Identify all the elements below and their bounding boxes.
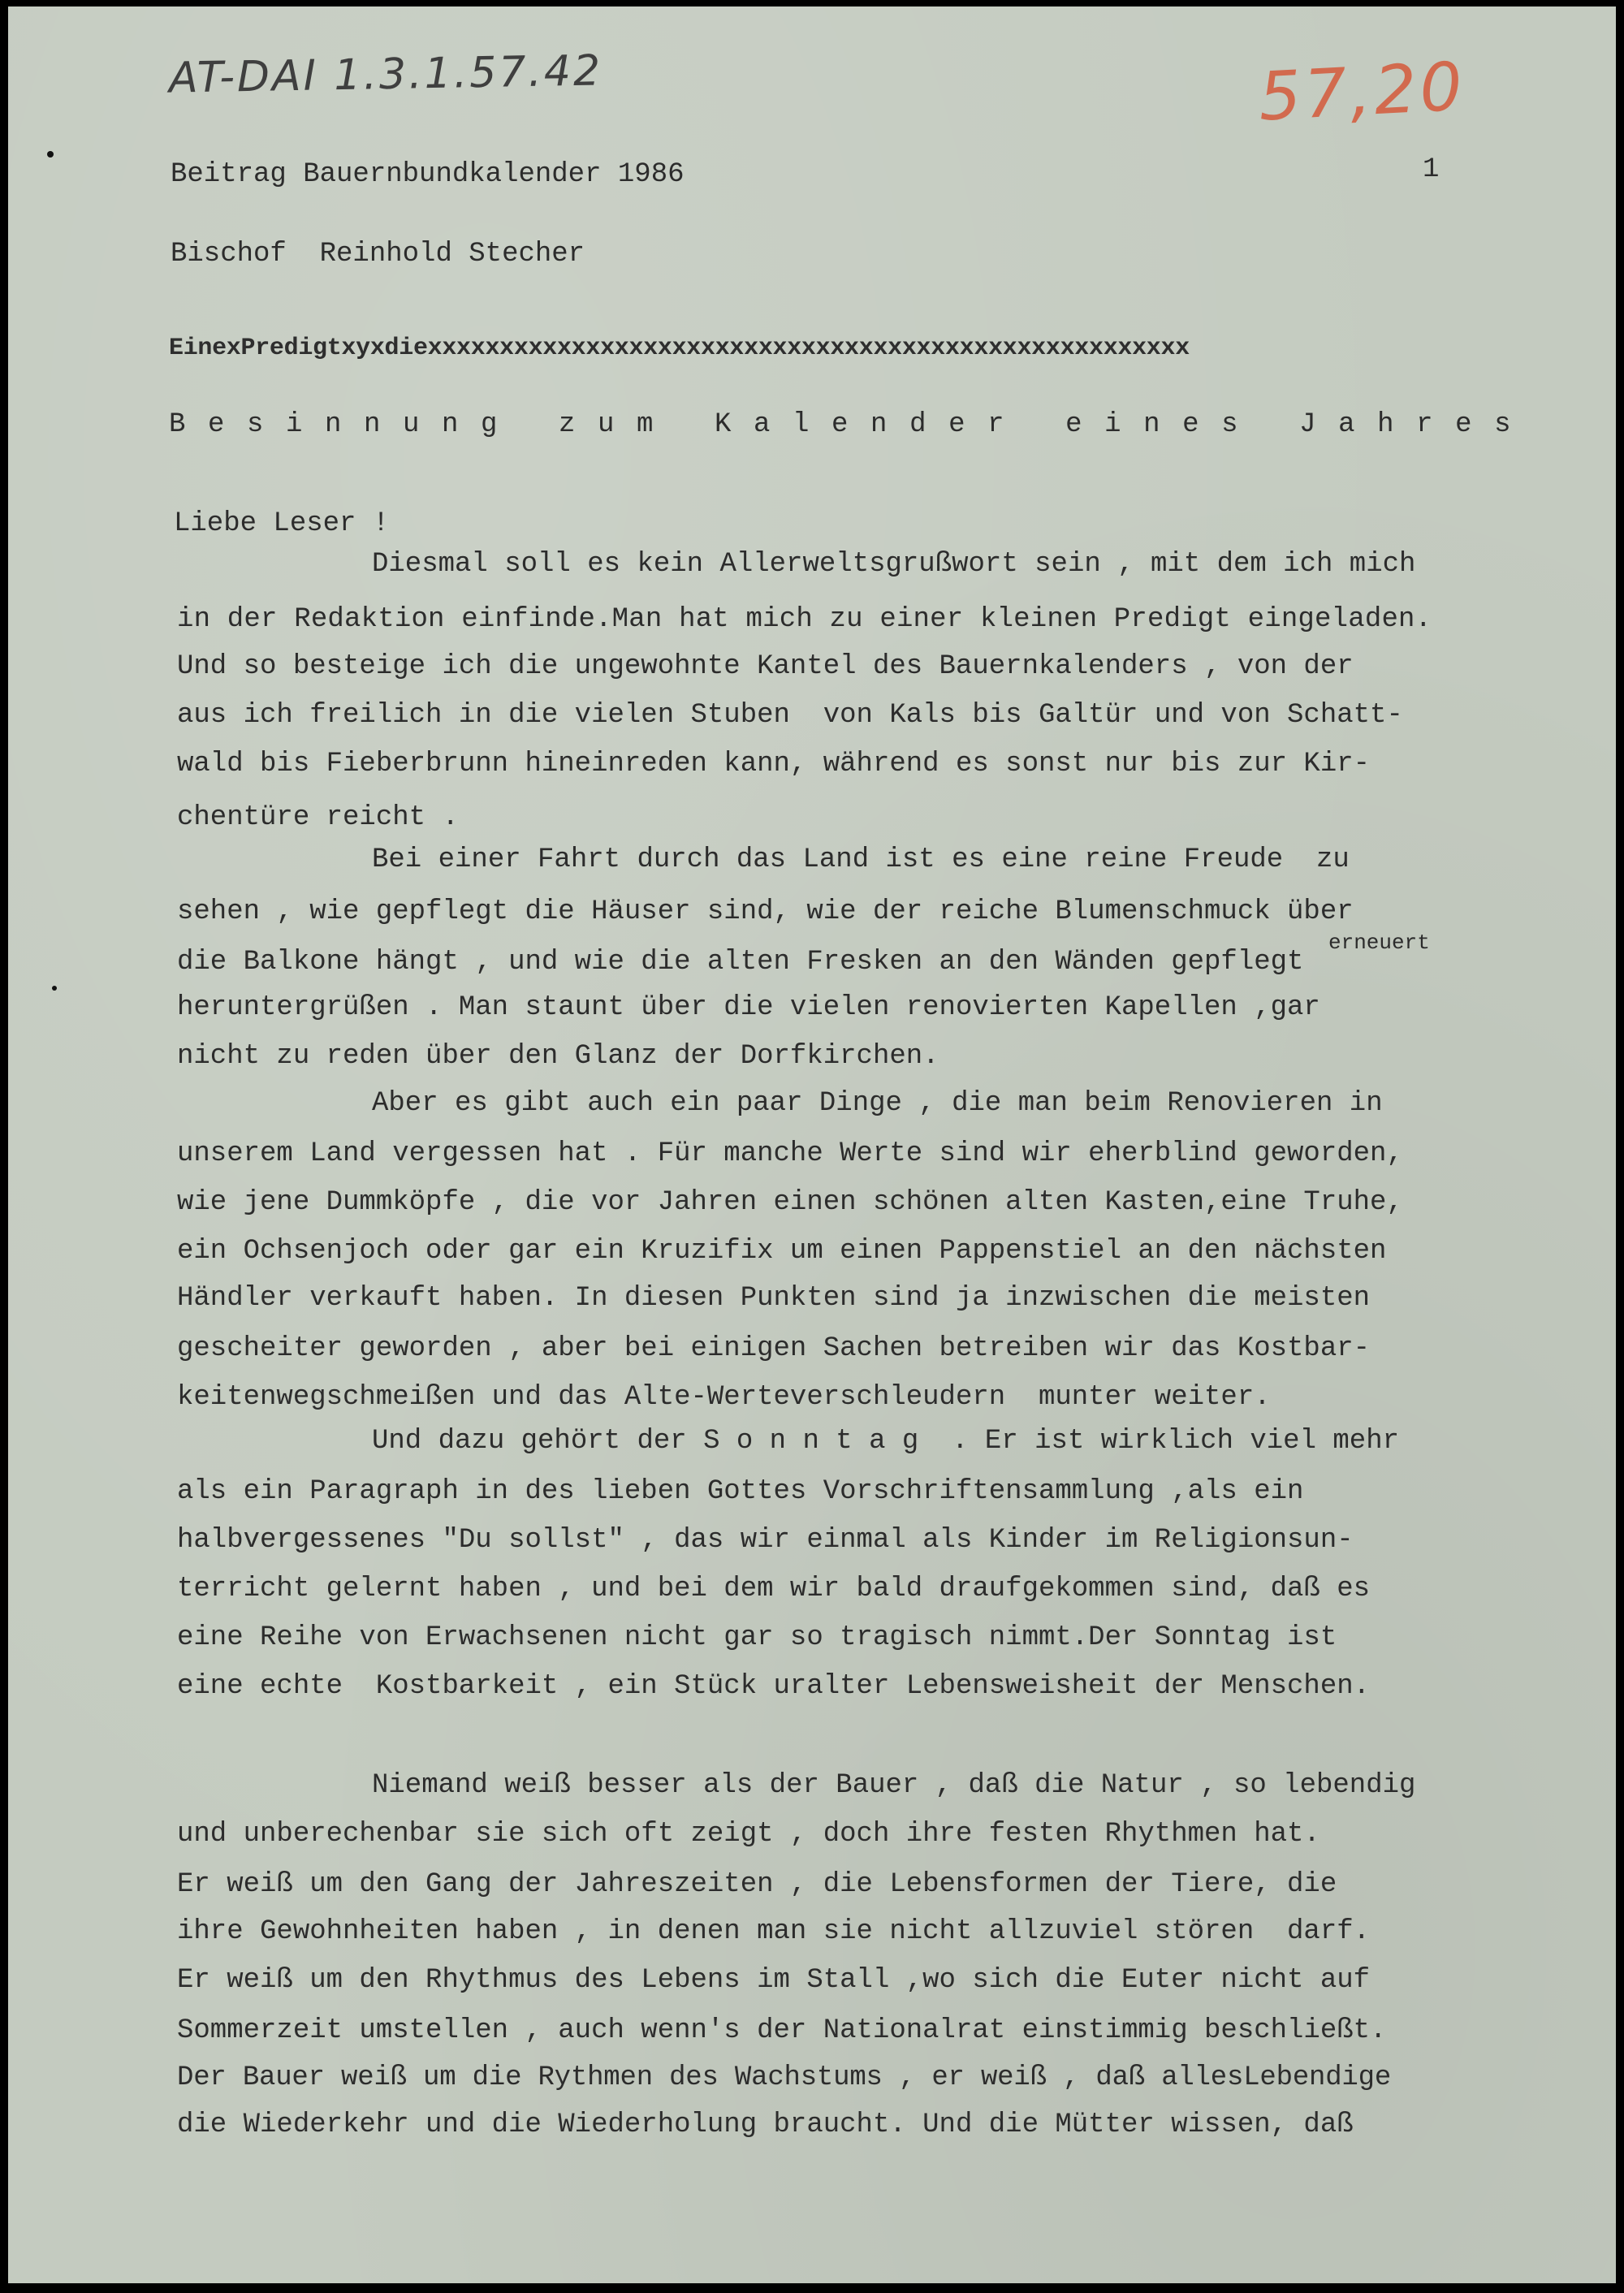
text-line: und unberechenbar sie sich oft zeigt , doch ihre festen Rhythmen hat. [177, 1819, 1320, 1850]
text-line: ein Ochsenjoch oder gar ein Kruzifix um einen Pappenstiel an den nächsten [177, 1236, 1387, 1267]
struck-out-line: EinexPredigtxyxdiexxxxxxxxxxxxxxxxxxxxxxxxxxxxxxxxxxxxxxxxxxxxxxxxxxxxx [169, 335, 1190, 362]
text-line: wie jene Dummköpfe , die vor Jahren einen schönen alten Kasten,eine Truhe, [177, 1187, 1403, 1218]
text-line: eine echte Kostbarkeit , ein Stück uralter Lebensweisheit der Menschen. [177, 1671, 1371, 1702]
text-line: Händler verkauft haben. In diesen Punkten sind ja inzwischen die meisten [177, 1283, 1371, 1314]
text-line: die Balkone hängt , und wie die alten Fresken an den Wänden gepflegt [177, 947, 1304, 978]
text-line: die Wiederkehr und die Wiederholung braucht. Und die Mütter wissen, daß [177, 2109, 1354, 2140]
text-line: Und so besteige ich die ungewohnte Kantel des Bauernkalenders , von der [177, 651, 1354, 682]
text-line: Er weiß um den Gang der Jahreszeiten , die Lebensformen der Tiere, die [177, 1869, 1337, 1900]
text-line: Diesmal soll es kein Allerweltsgrußwort sein , mit dem ich mich [372, 549, 1416, 580]
text-line: sehen , wie gepflegt die Häuser sind, wie der reiche Blumenschmuck über [177, 896, 1354, 927]
header-title: Beitrag Bauernbundkalender 1986 [171, 159, 685, 190]
text-line: Bei einer Fahrt durch das Land ist es eine reine Freude zu [372, 844, 1350, 875]
document-title: Besinnung zum Kalender eines Jahres [169, 409, 1534, 440]
text-line: Er weiß um den Rhythmus des Lebens im Stall ,wo sich die Euter nicht auf [177, 1965, 1371, 1996]
scan-border-top [0, 0, 1624, 6]
punch-mark-top [47, 151, 54, 158]
text-line: Der Bauer weiß um die Rythmen des Wachstums , er weiß , daß allesLebendige [177, 2062, 1392, 2093]
text-line: wald bis Fieberbrunn hineinreden kann, während es sonst nur bis zur Kir- [177, 749, 1371, 779]
text-line: Niemand weiß besser als der Bauer , daß die Natur , so lebendig [372, 1770, 1416, 1801]
text-line: als ein Paragraph in des lieben Gottes Vorschriftensammlung ,als ein [177, 1476, 1304, 1507]
text-line: Sommerzeit umstellen , auch wenn's der Nationalrat einstimmig beschließt. [177, 2015, 1387, 2046]
text-line: chentüre reicht . [177, 802, 459, 833]
text-line: halbvergessenes "Du sollst" , das wir einmal als Kinder im Religionsun- [177, 1525, 1354, 1556]
handwritten-number: 57,20 [1256, 48, 1468, 136]
author-line: Bischof Reinhold Stecher [171, 239, 585, 270]
handwritten-insertion: erneuert [1328, 931, 1430, 955]
text-line: heruntergrüßen . Man staunt über die vielen renovierten Kapellen ,gar [177, 992, 1320, 1023]
text-line: Aber es gibt auch ein paar Dinge , die man beim Renovieren in [372, 1088, 1383, 1119]
text-line: keitenwegschmeißen und das Alte-Werteverschleudern munter weiter. [177, 1382, 1271, 1413]
text-line: terricht gelernt haben , und bei dem wir bald draufgekommen sind, daß es [177, 1574, 1371, 1604]
text-line: eine Reihe von Erwachsenen nicht gar so tragisch nimmt.Der Sonntag ist [177, 1622, 1337, 1653]
text-line: ihre Gewohnheiten haben , in denen man sie nicht allzuviel stören darf. [177, 1916, 1371, 1947]
text-line: in der Redaktion einfinde.Man hat mich zu einer kleinen Predigt eingeladen. [177, 604, 1432, 635]
text-line: aus ich freilich in die vielen Stuben von Kals bis Galtür und von Schatt- [177, 700, 1403, 731]
text-line: nicht zu reden über den Glanz der Dorfkirchen. [177, 1041, 939, 1072]
punch-mark-bottom [52, 986, 57, 991]
scan-border-left [0, 0, 8, 2293]
text-line: Und dazu gehört der S o n n t a g . Er ist wirklich viel mehr [372, 1426, 1400, 1457]
text-line: unserem Land vergessen hat . Für manche Werte sind wir eherblind geworden, [177, 1138, 1403, 1169]
scan-border-bottom [0, 2283, 1624, 2293]
page-number: 1 [1423, 154, 1440, 185]
archive-signature: AT-DAI 1.3.1.57.42 [168, 46, 603, 103]
text-line: gescheiter geworden , aber bei einigen Sachen betreiben wir das Kostbar- [177, 1333, 1371, 1364]
salutation: Liebe Leser ! [174, 508, 390, 539]
scan-border-right [1616, 0, 1624, 2293]
